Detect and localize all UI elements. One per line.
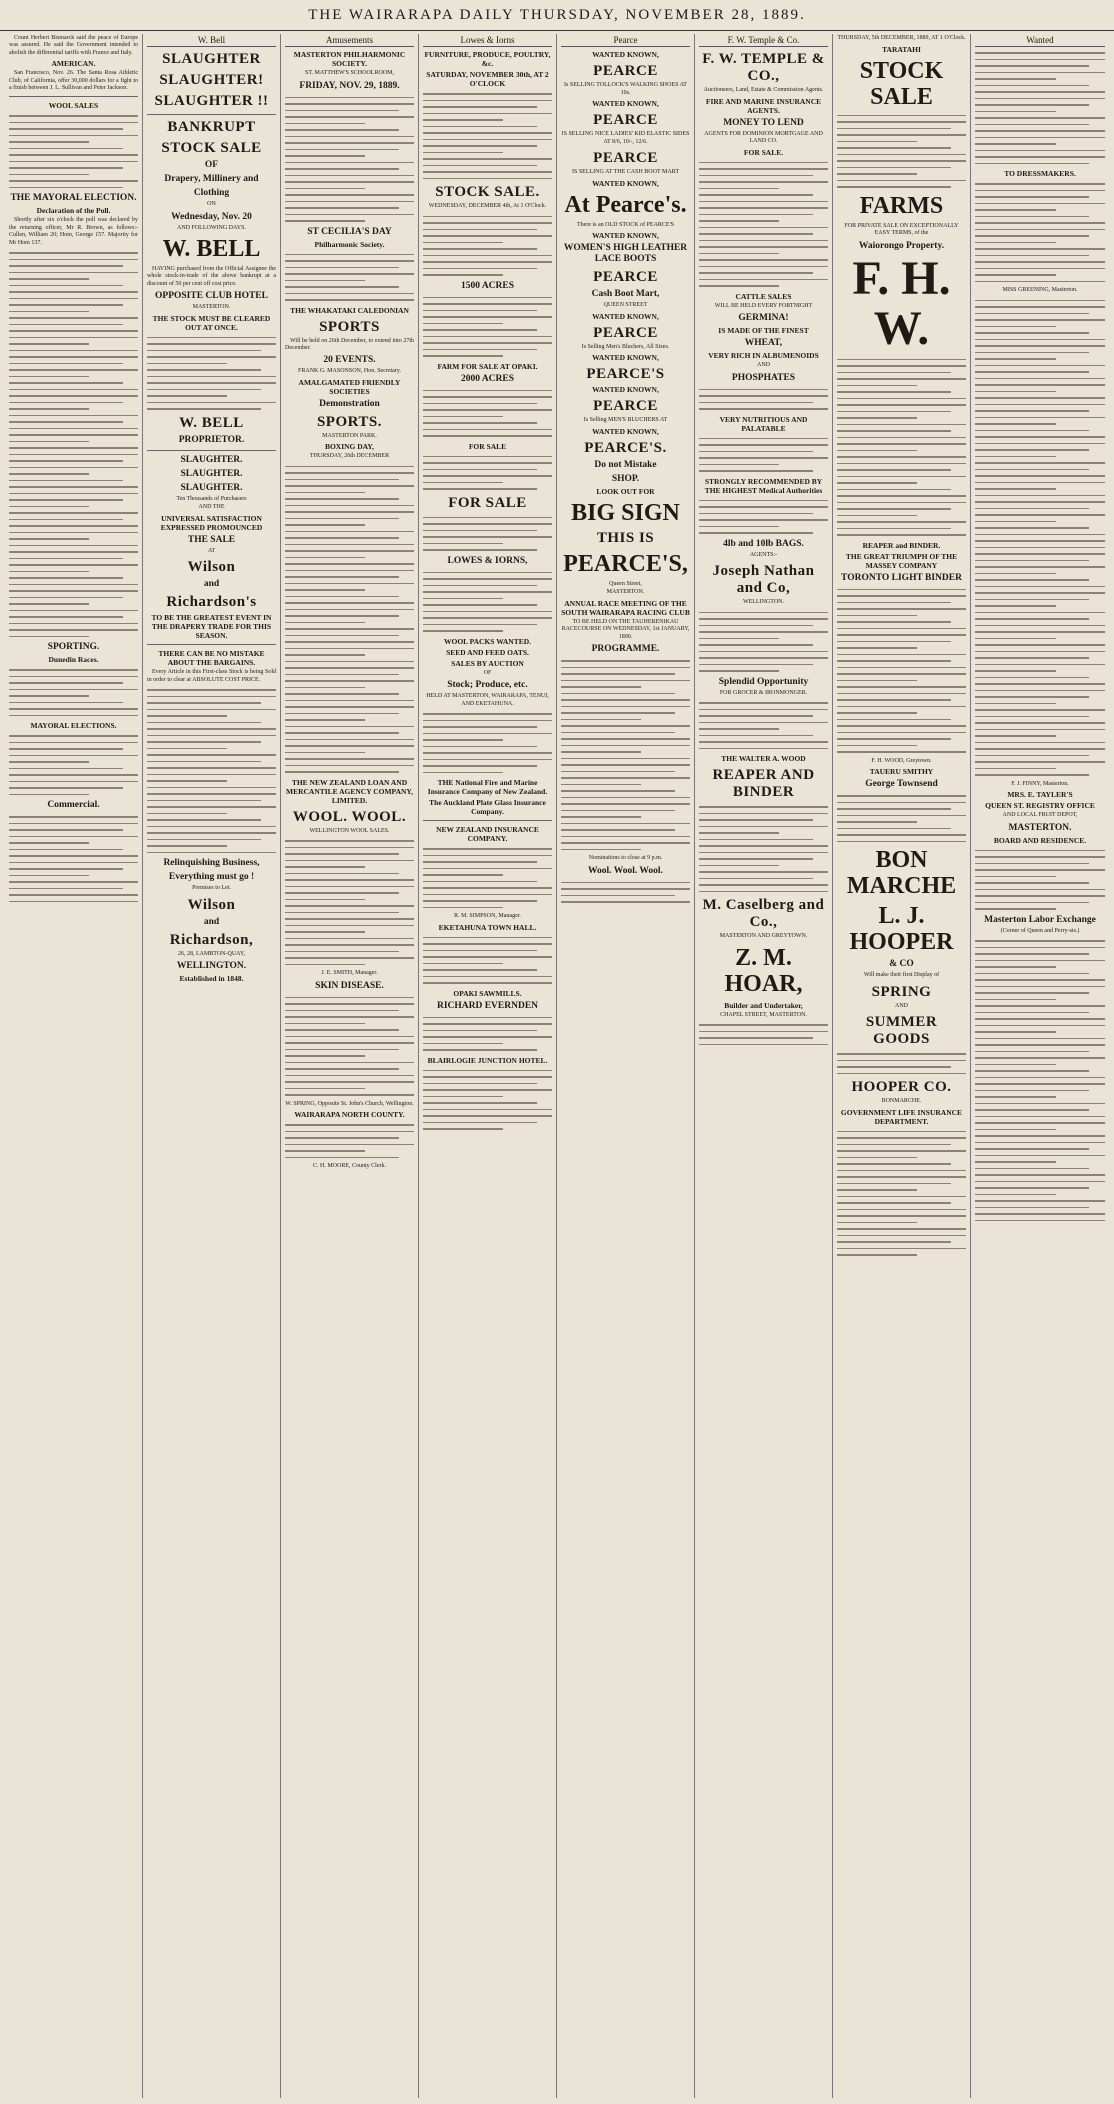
small-heading: SATURDAY, NOVEMBER 30th, AT 2 O'CLOCK [426, 70, 549, 88]
subheading: LOWES & IORNS, [447, 555, 528, 566]
column-heading: W. Bell [147, 34, 276, 47]
small-heading: LOOK OUT FOR [596, 486, 655, 496]
ad-headline: PEARCE [593, 150, 658, 166]
illegible-text-block [285, 97, 414, 222]
small-heading: TO DRESSMAKERS. [1004, 169, 1076, 178]
illegible-text-block [9, 816, 138, 902]
small-heading: NEW ZEALAND INSURANCE COMPANY. [436, 825, 539, 843]
illegible-text-block [699, 389, 828, 410]
ad-display-headline: L. J. HOOPER [849, 903, 954, 955]
illegible-text-block [423, 93, 552, 179]
small-heading: SEED AND FEED OATS. [446, 647, 529, 657]
caption-line: AND [895, 1002, 908, 1009]
subheading: WELLINGTON. [176, 961, 247, 972]
small-heading: WANTED KNOWN, [592, 178, 659, 188]
caption-line: Premises to Let. [192, 885, 231, 892]
subheading: 4lb and 10lb BAGS. [723, 538, 804, 549]
illegible-text-block [9, 669, 138, 716]
ad-display-headline: FARMS [859, 192, 944, 219]
small-heading: FOR SALE. [743, 147, 784, 157]
caption-line: CHAPEL STREET, MASTERTON. [720, 1011, 807, 1018]
caption-line: Queen Street, [609, 580, 642, 587]
ad-headline: PEARCE [593, 112, 658, 128]
ad-headline: FOR SALE [448, 494, 527, 511]
small-heading: Dunedin Races. [48, 655, 99, 665]
caption-line: AND FOLLOWING DAYS. [177, 224, 246, 231]
illegible-text-block [423, 390, 552, 437]
caption-line: MASTERTON PARK. [322, 432, 377, 439]
small-heading: THE STOCK MUST BE CLEARED OUT AT ONCE. [152, 313, 271, 332]
ad-headline: SPRING [871, 983, 932, 1000]
small-heading: REAPER and BINDER. [862, 540, 941, 550]
caption-line: WEDNESDAY, DECEMBER 4th, At 1 O'Clock. [428, 203, 547, 209]
display-initials: F. H. W. [852, 251, 951, 355]
caption-line: IS SELLING AT THE CASH BOOT MART [572, 169, 679, 175]
small-heading: QUEEN ST. REGISTRY OFFICE [985, 801, 1095, 810]
caption-line: FOR PRIVATE SALE ON EXCEPTIONALLY EASY TERMS, of the [844, 222, 959, 236]
column-5 [557, 34, 695, 2098]
caption-line: IS SELLING NICE LADIES' KID ELASTIC SIDES AT 8/6, 10/-, 12/6. [561, 131, 690, 145]
subheading: ST CECILIA'S DAY [307, 226, 392, 237]
subheading: PHOSPHATES [731, 372, 796, 383]
small-heading: WANTED KNOWN, [592, 311, 659, 321]
illegible-text-block [423, 297, 552, 357]
illegible-text-block [699, 162, 828, 287]
caption-line: Ten Thousands of Purchasers [176, 495, 247, 502]
small-heading: THE NEW ZEALAND LOAN AND MERCANTILE AGENCY COMPANY, LIMITED. [285, 777, 414, 805]
small-heading: FARM FOR SALE AT OPAKI. [437, 361, 538, 371]
small-heading: WANTED KNOWN, [592, 231, 659, 240]
column-8 [971, 34, 1109, 2098]
small-heading: IS MADE OF THE FINEST [718, 326, 809, 335]
illegible-text-block [423, 1070, 552, 1130]
subheading: THE MAYORAL ELECTION. [10, 193, 137, 204]
ad-display-headline: At Pearce's. [564, 191, 687, 218]
caption-line: F. J. FINNY, Masterton. [1011, 780, 1069, 787]
small-heading: WANTED KNOWN, [592, 50, 659, 59]
illegible-text-block [561, 660, 690, 850]
subheading: WHEAT, [744, 338, 783, 348]
small-heading: The Auckland Plate Glass Insurance Company. [429, 798, 546, 816]
caption-line: 26, 28, LAMBTON-QUAY, [177, 950, 246, 957]
divider [9, 96, 138, 97]
subheading: 1500 ACRES [460, 280, 515, 291]
subheading: Masterton Labor Exchange [984, 914, 1096, 925]
small-heading: SALES BY AUCTION [451, 658, 524, 668]
illegible-text-block [9, 252, 138, 637]
small-heading: WANTED KNOWN, [592, 426, 659, 436]
subheading: FRIDAY, NOV. 29, 1889. [299, 80, 400, 91]
illegible-text-block [699, 500, 828, 534]
caption-line: THURSDAY, 5th DECEMBER, 1889, AT 1 O'Clock. [837, 35, 966, 41]
subheading: George Townsend [865, 779, 938, 789]
caption-line: There is an OLD STOCK of PEARCE'S [577, 221, 674, 228]
ad-headline: STOCK SALE [161, 140, 262, 156]
caption-line: R. M. SIMPSON, Manager. [454, 913, 521, 919]
column-3 [281, 34, 419, 2098]
small-heading: Philharmonic Society. [314, 239, 385, 249]
small-heading: EKETAHUNA TOWN HALL. [438, 922, 537, 932]
illegible-text-block [423, 216, 552, 276]
caption-line: AND THE [198, 504, 225, 511]
small-heading: VERY NUTRITIOUS AND PALATABLE [719, 414, 808, 433]
subheading: & CO [889, 959, 914, 969]
illegible-text-block [285, 840, 414, 965]
illegible-text-block [837, 1131, 966, 1256]
column-heading: Amusements [285, 34, 414, 47]
caption-line: QUEEN STREET [603, 302, 648, 308]
caption-line: MISS GREENING, Masterton. [1002, 287, 1078, 293]
illegible-text-block [9, 735, 138, 795]
caption-line: AT [207, 547, 216, 554]
column-heading: Wanted [975, 34, 1105, 47]
small-heading: THE National Fire and Marine Insurance Company of New Zealand. [427, 778, 548, 796]
column-2 [143, 34, 281, 2098]
subheading: TORONTO LIGHT BINDER [841, 572, 962, 583]
caption-line: Is Selling MEN'S BLUCHERS AT [583, 417, 668, 423]
ad-headline: SPORTS [319, 318, 380, 335]
column-7 [833, 34, 971, 2098]
illegible-text-block [699, 702, 828, 749]
ad-display-headline: STOCK SALE [859, 57, 944, 110]
ad-headline: WOOL. WOOL. [292, 808, 407, 825]
caption-line: WELLINGTON WOOL SALES. [309, 827, 390, 834]
illegible-text-block [285, 466, 414, 773]
small-heading: WOOL SALES [48, 101, 99, 111]
ad-headline: PEARCE'S. [584, 439, 667, 456]
column-heading: Pearce [561, 34, 690, 47]
illegible-text-block [285, 997, 414, 1096]
subheading: MONEY TO LEND [723, 117, 804, 128]
subheading: 20 EVENTS. [323, 355, 376, 366]
subheading: and [203, 916, 220, 927]
illegible-text-block [975, 300, 1105, 542]
subheading: Cash Boot Mart, [591, 289, 660, 299]
small-heading: Builder and Undertaker, [724, 1000, 803, 1010]
caption-line: THURSDAY, 26th DECEMBER [309, 453, 390, 460]
illegible-text-block [423, 456, 552, 490]
ad-headline: PEARCE [593, 63, 658, 79]
illegible-text-block [837, 589, 966, 753]
caption-line: J. E. SMITH, Manager. [321, 970, 378, 977]
caption-line: AND [757, 362, 770, 368]
ad-headline: F. W. TEMPLE & CO., [702, 51, 825, 84]
ad-headline: PEARCE [593, 324, 658, 341]
subheading: Wool. Wool. Wool. [588, 865, 663, 876]
subheading: THE SALE [187, 534, 236, 545]
ad-headline: HOOPER CO. [851, 1079, 952, 1095]
article-text: Count Herbert Bismarck said the peace of Europe was assured. He said the Government intended to abolish the differential tariffs with France and Italy. [9, 35, 138, 56]
small-heading: TARATAHI [882, 44, 921, 54]
small-heading: FOR SALE [468, 441, 507, 451]
illegible-text-block [975, 940, 1105, 1221]
small-heading: OPAKI SAWMILLS. [453, 988, 522, 998]
ad-headline: Wilson [187, 559, 236, 576]
caption-line: BONMARCHE. [881, 1098, 922, 1104]
caption-line: MASTERTON. [192, 304, 231, 311]
ad-headline: SLAUGHTER! [159, 72, 264, 88]
caption-line: WILL BE HELD EVERY FORTNIGHT [714, 302, 813, 309]
ad-headline: BANKRUPT [167, 119, 256, 135]
illegible-text-block [975, 547, 1105, 776]
caption-line: W. SPRING, Opposite St. John's Church, Wellington. [285, 1100, 414, 1107]
illegible-text-block [975, 52, 1105, 164]
caption-line: F. H. WOOD, Greytown. [871, 757, 932, 764]
column-heading: Lowes & Iorns [423, 34, 552, 47]
subheading: MASTERTON. [1008, 822, 1072, 833]
small-heading: WANTED KNOWN, [592, 353, 659, 362]
article-text: HAVING purchased from the Official Assignee the whole stock-in-trade of the above bankrupt at a discount of 50 per cent off cost price. [147, 266, 276, 287]
small-heading: TO BE THE GREATEST EVENT IN THE DRAPERY TRADE FOR THIS SEASON. [151, 613, 272, 641]
column-heading: F. W. Temple & Co. [699, 34, 828, 47]
illegible-text-block [147, 337, 276, 410]
illegible-text-block [837, 1053, 966, 1074]
ad-display-headline: W. BELL [162, 236, 261, 262]
caption-line: OF [483, 669, 492, 676]
illegible-text-block [837, 359, 966, 536]
small-heading: FIRE AND MARINE INSURANCE AGENTS. [705, 96, 822, 115]
small-heading: MRS. E. TAYLER'S [1007, 790, 1073, 799]
subheading: GERMINA! [738, 313, 789, 323]
ad-headline: SUMMER GOODS [865, 1014, 938, 1047]
subheading: Waiorongo Property. [858, 240, 945, 251]
subheading: Relinquishing Business, [163, 858, 260, 869]
divider [147, 114, 276, 115]
small-heading: BLAIRLOGIE JUNCTION HOTEL. [427, 1055, 548, 1065]
caption-line: FOR GROCER & IRONMONGER. [719, 689, 808, 696]
illegible-text-block [699, 806, 828, 892]
ad-display-headline: BON MARCHE [846, 847, 957, 899]
article-text: San Francisco, Nov. 26. The Santa Rosa Athletic Club, of California, offer 30,000 dollars for a fight to a finish between J. L. Sullivan and Peter Jackson. [9, 70, 138, 92]
ad-headline: STOCK SALE. [435, 184, 540, 200]
small-heading: FURNITURE, PRODUCE, POULTRY, &c. [424, 50, 551, 68]
small-heading: BOARD AND RESIDENCE. [993, 835, 1087, 845]
subheading: SLAUGHTER. [180, 468, 243, 479]
ad-headline: Wilson [187, 896, 236, 913]
small-heading: WAIRARAPA NORTH COUNTY. [294, 1110, 405, 1120]
subheading: SKIN DISEASE. [315, 980, 384, 991]
divider [147, 450, 276, 451]
ad-headline: REAPER AND BINDER [712, 767, 815, 800]
illegible-text-block [975, 850, 1105, 910]
caption-line: C. H. MOORE, County Clerk. [312, 1163, 386, 1170]
subheading: Drapery, Millinery and [164, 174, 259, 184]
subheading: Wednesday, Nov. 20 [171, 211, 252, 222]
ad-headline: Richardson's [166, 594, 257, 611]
illegible-text-block [699, 438, 828, 472]
column-4 [419, 34, 557, 2098]
illegible-text-block [285, 254, 414, 301]
divider [147, 644, 276, 645]
small-heading: WANTED KNOWN, [592, 99, 659, 108]
small-heading: ANNUAL RACE MEETING OF THE SOUTH WAIRARAPA RACING CLUB [561, 598, 690, 617]
subheading: PROGRAMME. [591, 644, 660, 654]
caption-line: ON [207, 201, 216, 207]
small-heading: THERE CAN BE NO MISTAKE ABOUT THE BARGAINS. [158, 649, 265, 668]
subheading: and [203, 579, 220, 590]
illegible-text-block [837, 795, 966, 842]
ad-display-headline: PEARCE'S, [563, 550, 688, 577]
illegible-text-block [9, 115, 138, 188]
caption-line: Will make their first Display of [863, 972, 940, 978]
caption-line: (Corner of Queen and Perry-sts.) [1000, 927, 1080, 934]
small-heading: Established in 1848. [179, 974, 244, 984]
illegible-text-block [423, 572, 552, 632]
subheading: Do not Mistake [594, 459, 657, 470]
caption-line: Is SELLING TOLLOCK'S WALKING SHOES AT 10s. [564, 82, 687, 96]
illegible-text-block [285, 1124, 414, 1158]
illegible-text-block [561, 882, 690, 903]
illegible-text-block [975, 183, 1105, 282]
small-heading: BOXING DAY, [324, 442, 375, 452]
ad-display-headline: Z. M. HOAR, [724, 944, 803, 997]
illegible-text-block [423, 937, 552, 984]
article-text: Every Article in this First-class Stock is being Sold in order to clear at ABSOLUTE COST PRICE. [147, 669, 276, 683]
small-heading: AMALGAMATED FRIENDLY SOCIETIES [298, 377, 401, 396]
subheading: WOMEN'S HIGH LEATHER LACE BOOTS [563, 243, 688, 264]
small-heading: CATTLE SALES [735, 291, 792, 301]
caption-line: HELD AT MASTERTON, WAIRARAPA, TENUI, AND EKETAHUNA. [426, 693, 549, 707]
columns-container [5, 34, 1109, 2098]
small-heading: UNIVERSAL SATISFACTION EXPRESSED PROMOUNCED [160, 513, 263, 532]
ad-headline: SLAUGHTER !! [154, 93, 269, 109]
subheading: Stock; Produce, etc. [447, 680, 528, 690]
small-heading: WOOL PACKS WANTED. [443, 636, 532, 646]
illegible-text-block [699, 612, 828, 672]
divider [423, 820, 552, 821]
small-heading: WANTED KNOWN, [592, 385, 659, 394]
masthead: THE WAIRARAPA DAILY THURSDAY, NOVEMBER 28, 1889. [0, 0, 1114, 31]
illegible-text-block [423, 1017, 552, 1051]
subheading: Splendid Opportunity [718, 676, 809, 687]
subheading: SPORTING. [47, 642, 100, 653]
illegible-text-block [423, 713, 552, 773]
subheading: PROPRIETOR. [178, 434, 245, 445]
ad-headline: SLAUGHTER [162, 51, 261, 67]
caption-line: AGENTS FOR DOMINION MORTGAGE AND LAND CO. [704, 130, 823, 144]
subheading: RICHARD EVERNDEN [436, 1000, 539, 1011]
subheading: SLAUGHTER. [180, 454, 243, 465]
ad-headline: Richardson, [169, 931, 254, 948]
small-heading: MAYORAL ELECTIONS. [30, 721, 117, 731]
ad-headline: M. Caselberg and Co., [702, 897, 825, 930]
illegible-text-block [423, 517, 552, 551]
caption-line: TO BE HELD ON THE TAUHERENIKAU RACECOURSE ON WEDNESDAY, 1st JANUARY, 1890. [561, 618, 690, 640]
illegible-text-block [699, 1024, 828, 1045]
illegible-text-block [147, 689, 276, 853]
ad-headline: SPORTS. [316, 413, 383, 430]
ad-headline: W. BELL [179, 414, 244, 431]
caption-line: FRANK G. MASONSON, Hon. Secretary. [298, 368, 401, 375]
caption-line: WELLINGTON. [742, 599, 785, 605]
caption-line: MASTERTON AND GREYTOWN. [719, 933, 808, 939]
caption-line: Auctioneers, Land, Estate & Commission Agents. [703, 87, 824, 93]
ad-headline: PEARCE'S [586, 366, 665, 382]
subheading: OF [204, 160, 219, 170]
subheading: Demonstration [319, 398, 380, 409]
column-1 [5, 34, 143, 2098]
ad-headline: PEARCE [593, 398, 658, 414]
column-6 [695, 34, 833, 2098]
ad-headline: PEARCE [593, 269, 658, 285]
small-heading: STRONGLY RECOMMENDED BY THE HIGHEST Medical Authorities [704, 476, 823, 495]
article-text: Will be held on 26th December, to extend into 27th December. [285, 337, 414, 351]
small-heading: AMERICAN. [51, 59, 96, 69]
caption-line: Nominations to close at 9 p.m. [588, 855, 663, 861]
caption-line: AND LOCAL FRUIT DEPOT, [1002, 812, 1078, 818]
ad-headline: Joseph Nathan and Co, [712, 563, 815, 596]
small-heading: THE WALTER A. WOOD [721, 754, 806, 763]
small-heading: TAUERU SMITHY [869, 767, 934, 776]
small-heading: VERY RICH IN ALBUMENOIDS [708, 351, 819, 360]
small-heading: GOVERNMENT LIFE INSURANCE DEPARTMENT. [840, 1107, 963, 1126]
caption-line: Is Selling Men's Bluchers, All Sizes. [581, 343, 670, 350]
subheading: Clothing [193, 188, 230, 198]
illegible-text-block [837, 115, 966, 188]
subheading: OPPOSITE CLUB HOTEL [155, 291, 268, 302]
caption-line: ST. MATTHEW'S SCHOOLROOM, [305, 70, 394, 76]
ad-headline: THIS IS [596, 529, 655, 546]
ad-display-headline: BIG SIGN [571, 499, 680, 526]
illegible-text-block [423, 848, 552, 908]
subheading: Commercial. [47, 800, 100, 811]
subheading: 2000 ACRES [460, 373, 515, 384]
subheading: SLAUGHTER. [180, 482, 243, 493]
small-heading: THE WHAKATAKI CALEDONIAN [290, 305, 409, 315]
subheading: SHOP. [611, 473, 640, 484]
subheading: Everything must go ! [168, 872, 255, 883]
caption-line: AGENTS:- [749, 551, 778, 558]
article-text: Shortly after six o'clock the poll was declared by the returning officer, Mr R. Brown, as follows:- Cullen, William 20; Hom, George 157. Majority for Mr Hom 137. [9, 217, 138, 246]
small-heading: THE GREAT TRIUMPH OF THE MASSEY COMPANY [845, 551, 958, 570]
caption-line: MASTERTON. [606, 589, 645, 595]
small-heading: Declaration of the Poll. [36, 206, 111, 216]
small-heading: MASTERTON PHILHARMONIC SOCIETY. [293, 50, 406, 68]
